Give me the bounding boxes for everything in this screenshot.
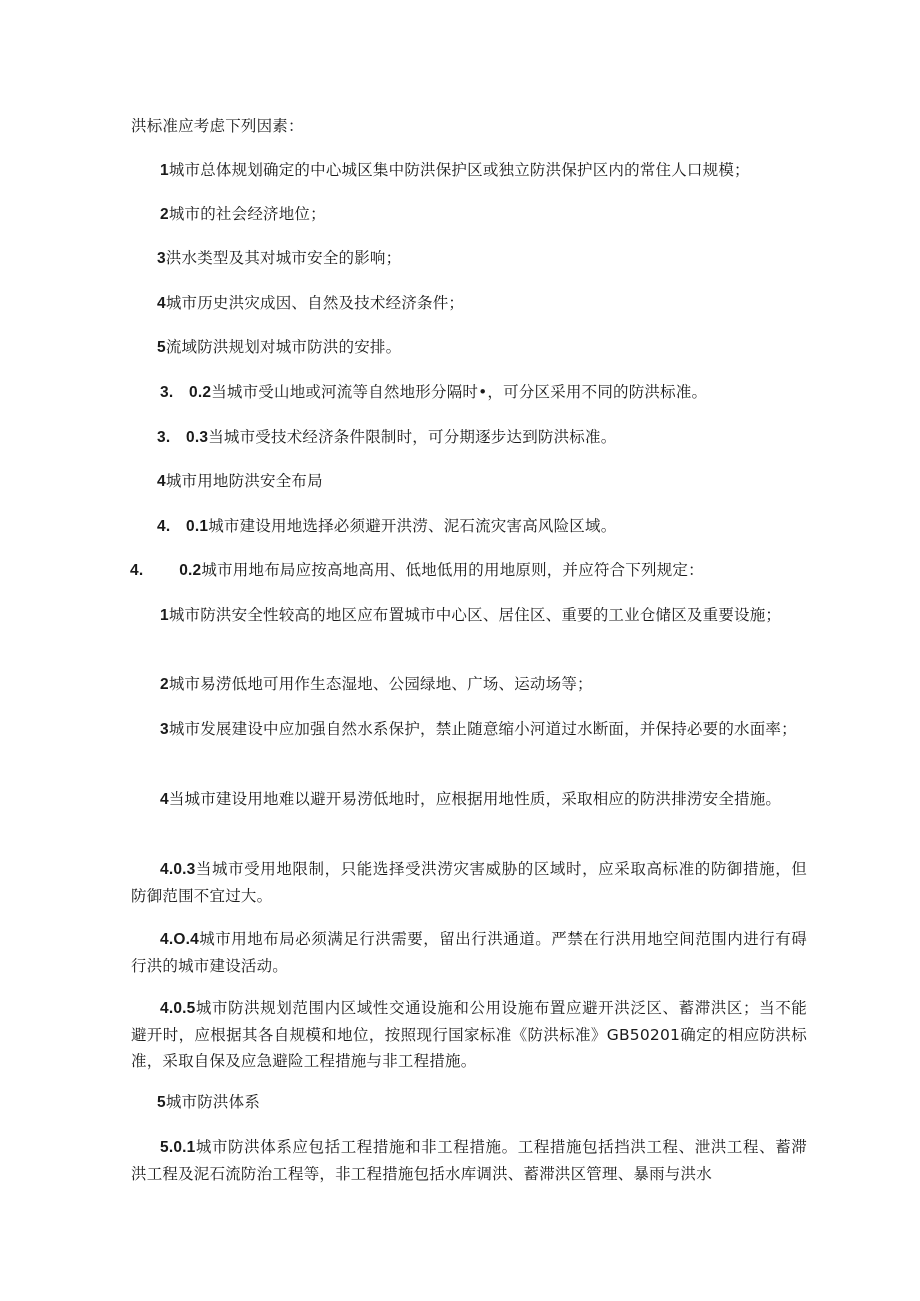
section-number: 4 <box>157 473 166 490</box>
list-item <box>157 245 401 272</box>
section-title: 城市用地防洪安全布局 <box>165 472 323 490</box>
paragraph-text: 洪标准应考虑下列因素： <box>131 117 304 135</box>
clause-number: 3. 0.3 <box>157 429 209 446</box>
item-text: 城市发展建设中应加强自然水系保护，禁止随意缩小河道过水断面，并保持必要的水面率； <box>168 720 797 738</box>
list-item <box>160 671 593 698</box>
item-number: 2 <box>160 676 169 693</box>
clause-number: 4. 0.2 <box>130 562 202 579</box>
list-item <box>160 157 750 184</box>
item-number: 2 <box>160 206 169 223</box>
clause-number: 4. 0.1 <box>157 518 209 535</box>
item-number: 4 <box>160 791 169 808</box>
clause-text: 当城市受技术经济条件限制时，可分期逐步达到防洪标准。 <box>208 428 617 446</box>
clause <box>157 424 616 451</box>
clause <box>160 379 707 406</box>
clause-number: 4.O.4 <box>160 931 199 948</box>
clause-text: 城市防洪体系应包括工程措施和非工程措施。工程措施包括挡洪工程、泄洪工程、蓄滞洪工程及泥石流防治工程等，非工程措施包括水库调洪、蓄滞洪区管理、暴雨与洪水 <box>131 1138 807 1183</box>
list-item <box>131 786 807 813</box>
item-number: 1 <box>160 607 169 624</box>
clause <box>131 926 807 979</box>
item-number: 4 <box>157 295 166 312</box>
clause-text: 城市防洪规划范围内区域性交通设施和公用设施布置应避开洪泛区、蓄滞洪区；当不能避开时，应根据其各自规模和地位，按照现行国家标准《防洪标准》GB50201确定的相应防洪标准，采取自保及应急避险工程措施与非工程措施。 <box>131 999 807 1070</box>
item-text: 城市历史洪灾成因、自然及技术经济条件； <box>165 294 465 312</box>
list-item <box>157 334 401 361</box>
item-number: 5 <box>157 339 166 356</box>
item-text: 城市防洪安全性较高的地区应布置城市中心区、居住区、重要的工业仓储区及重要设施； <box>168 606 782 624</box>
clause <box>130 557 704 584</box>
item-number: 3 <box>160 721 169 738</box>
item-text: 洪水类型及其对城市安全的影响； <box>165 249 402 267</box>
list-item <box>131 716 807 743</box>
list-item <box>157 290 464 317</box>
list-item <box>160 201 326 228</box>
clause-text: 城市用地布局必须满足行洪需要，留出行洪通道。严禁在行洪用地空间范围内进行有碍行洪的城市建设活动。 <box>131 930 807 975</box>
clause-text: 城市用地布局应按高地高用、低地低用的用地原则，并应符合下列规定： <box>201 561 704 579</box>
clause <box>131 856 807 909</box>
section-heading <box>157 468 323 495</box>
section-number: 5 <box>157 1094 166 1111</box>
clause-number: 4.0.5 <box>160 1000 196 1017</box>
clause-number: 4.0.3 <box>160 861 196 878</box>
clause-number: 5.0.1 <box>160 1139 196 1156</box>
item-number: 3 <box>157 250 166 267</box>
list-item <box>131 602 807 629</box>
clause <box>157 513 616 540</box>
clause <box>131 1134 807 1187</box>
paragraph-intro <box>131 113 304 139</box>
clause-text: 当城市受山地或河流等自然地形分隔时•，可分区采用不同的防洪标准。 <box>211 383 708 401</box>
item-text: 城市总体规划确定的中心城区集中防洪保护区或独立防洪保护区内的常住人口规模； <box>168 161 750 179</box>
item-text: 当城市建设用地难以避开易涝低地时，应根据用地性质，采取相应的防洪排涝安全措施。 <box>168 790 782 808</box>
clause <box>131 995 807 1074</box>
item-text: 城市易涝低地可用作生态湿地、公园绿地、广场、运动场等； <box>168 675 593 693</box>
section-title: 城市防洪体系 <box>165 1093 261 1111</box>
item-number: 1 <box>160 162 169 179</box>
section-heading <box>157 1089 260 1116</box>
item-text: 城市的社会经济地位； <box>168 205 326 223</box>
clause-number: 3. 0.2 <box>160 384 212 401</box>
clause-text: 当城市受用地限制，只能选择受洪涝灾害威胁的区域时，应采取高标准的防御措施，但防御范围不宜过大。 <box>131 860 807 905</box>
clause-text: 城市建设用地选择必须避开洪涝、泥石流灾害高风险区域。 <box>208 517 617 535</box>
item-text: 流域防洪规划对城市防洪的安排。 <box>165 338 402 356</box>
